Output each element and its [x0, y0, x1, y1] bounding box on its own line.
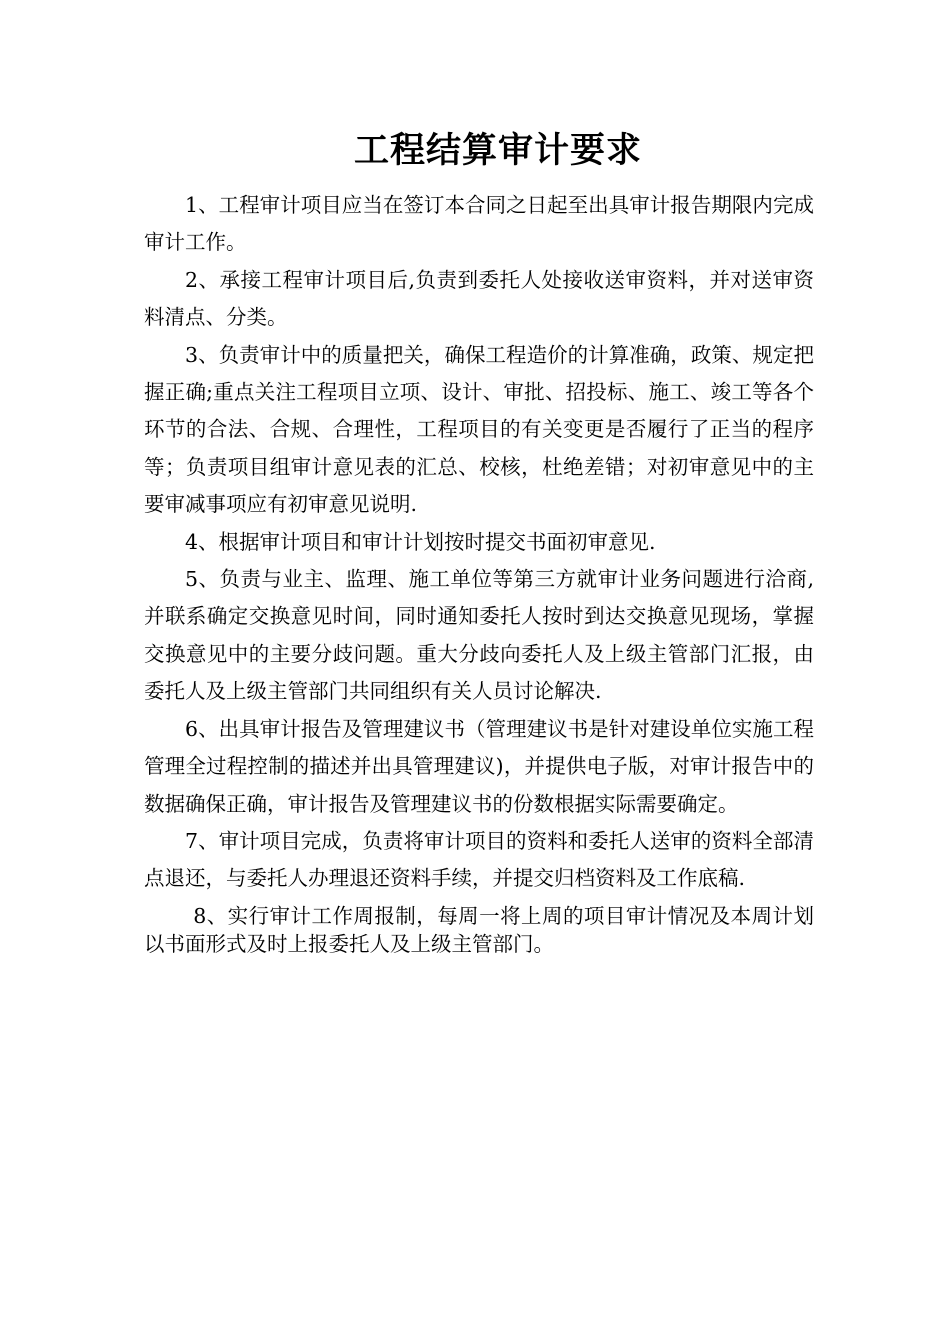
paragraph-7: 7、审计项目完成，负责将审计项目的资料和委托人送审的资料全部清点退还，与委托人办理退还资料手续，并提交归档资料及工作底稿.	[144, 828, 814, 891]
paragraph-2: 2、承接工程审计项目后,负责到委托人处接收送审资料，并对送审资料清点、分类。	[144, 267, 814, 330]
paragraph-6: 6、出具审计报告及管理建议书（管理建议书是针对建设单位实施工程管理全过程控制的描述并出具管理建议)，并提供电子版，对审计报告中的数据确保正确，审计报告及管理建议书的份数根据实际需要确定。	[144, 716, 814, 816]
document-title: 工程结算审计要求	[353, 130, 642, 171]
paragraph-1: 1、工程审计项目应当在签订本合同之日起至出具审计报告期限内完成审计工作。	[144, 193, 814, 255]
paragraph-8: 8、实行审计工作周报制，每周一将上周的项目审计情况及本周计划以书面形式及时上报委托人及上级主管部门。	[144, 903, 814, 956]
paragraph-3: 3、负责审计中的质量把关，确保工程造价的计算准确，政策、规定把握正确;重点关注工程项目立项、设计、审批、招投标、施工、竣工等各个环节的合法、合规、合理性，工程项目的有关变更是否履行了正当的程序等；负责项目组审计意见表的汇总、校核，杜绝差错；对初审意见中的主要审减事项应有初审意见说明.	[144, 342, 814, 517]
document-body	[144, 187, 814, 958]
paragraph-4: 4、根据审计项目和审计计划按时提交书面初审意见.	[185, 529, 656, 554]
paragraph-5: 5、负责与业主、监理、施工单位等第三方就审计业务问题进行洽商,并联系确定交换意见时间，同时通知委托人按时到达交换意见现场，掌握交换意见中的主要分歧问题。重大分歧向委托人及上级主管部门汇报，由委托人及上级主管部门共同组织有关人员讨论解决.	[144, 567, 814, 704]
